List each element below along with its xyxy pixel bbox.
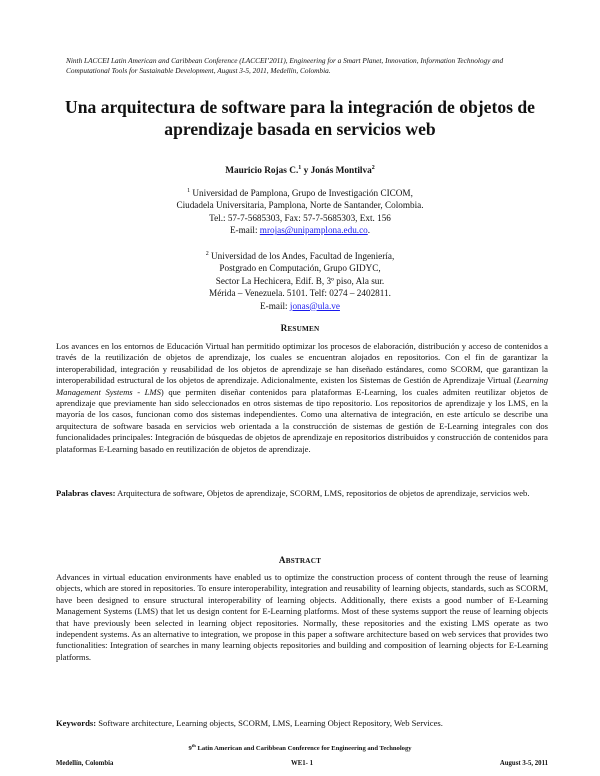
footer-conference — [0, 743, 600, 752]
paper-title: Una arquitectura de software para la integración de objetos de aprendizaje basada en servicios web — [65, 97, 535, 139]
affiliation-2-line3: Sector La Hechicera, Edif. B, 3º piso, Ala sur. — [215, 275, 385, 286]
author-joiner: y — [301, 166, 311, 177]
footer-row — [56, 760, 548, 770]
abstract-heading-rest: BSTRACT — [285, 557, 322, 565]
footer-location: Medellín, Colombia — [56, 760, 114, 767]
footer-conf-rest: Latin American and Caribbean Conference for Engineering and Technology — [195, 745, 412, 753]
affiliation-1-email-label: E-mail: — [229, 225, 260, 236]
keywords — [56, 718, 548, 729]
affiliation-1 — [0, 185, 600, 237]
affiliation-2-line2: Postgrado en Computación, Grupo GIDYC, — [219, 263, 381, 274]
resumen-text-1: Los avances en los entornos de Educación Virtual han permitido optimizar los procesos de elaboración, distribución y acceso de contenidos a través de la reutilización de objetos de aprendizaje, los cuales se encuentran alojados en repositorios. Con el fin de garantizar la interoperabilidad, integración y reusabilidad de los objetos de aprendizaje se han diseñado estándares, como SCORM, que garantizan la interoperabilidad estructural de los objetos de aprendizaje. Adicionalmente, existen los Sistemas de Gestión de Aprendizaje Virtual ( — [56, 341, 548, 386]
footer-conf-number: 9 — [188, 745, 192, 753]
author-1: Mauricio Rojas C. — [225, 166, 299, 177]
abstract-heading-initial: A — [278, 555, 286, 565]
footer-date: August 3-5, 2011 — [499, 760, 548, 767]
footer-conf-sup: th — [191, 743, 196, 748]
footer-page-number: WE1- 1 — [290, 760, 314, 767]
affiliation-1-email-suffix: . — [367, 225, 371, 236]
palabras-claves-label: Palabras claves: — [56, 488, 116, 498]
resumen-heading — [0, 323, 600, 333]
affiliation-2-line1: Universidad de los Andes, Facultad de Ingeniería, — [208, 251, 395, 262]
keywords-text: Software architecture, Learning objects, SCORM, LMS, Learning Object Repository, Web Services. — [96, 718, 443, 728]
affiliation-1-line2: Ciudadela Universitaria, Pamplona, Norte de Santander, Colombia. — [176, 200, 424, 211]
author-2-mark: 2 — [371, 165, 375, 171]
resumen-italic: Learning Management Systems - LMS — [56, 375, 548, 397]
affiliation-2 — [0, 248, 600, 312]
affiliation-1-line3: Tel.: 57-7-5685303, Fax: 57-7-5685303, Ext. 156 — [209, 212, 391, 223]
keywords-label: Keywords: — [56, 718, 97, 728]
affiliation-2-email-label: E-mail: — [260, 300, 290, 311]
resumen-heading-rest: ESUMEN — [287, 325, 320, 333]
affiliation-1-mark: 1 — [187, 188, 191, 194]
author-1-mark: 1 — [298, 165, 302, 171]
affiliation-1-line1: Universidad de Pamplona, Grupo de Investigación CICOM, — [190, 188, 413, 199]
affiliation-1-email-link[interactable]: mrojas@unipamplona.edu.co — [259, 225, 368, 236]
palabras-claves — [56, 488, 548, 499]
affiliation-2-email-link[interactable]: jonas@ula.ve — [289, 300, 340, 311]
palabras-claves-text: Arquitectura de software, Objetos de aprendizaje, SCORM, LMS, repositorios de objetos de aprendizaje, servicios web. — [115, 488, 530, 498]
author-2: Jonás Montilva — [310, 166, 372, 177]
abstract-paragraph: Advances in virtual education environments have enabled us to optimize the construction process of content through the reuse of learning objects, which are stored in repositories. To ensure interoperability, integration and reusability of learning objects, standards, such as SCORM, have been designed to ensure structural interoperability of learning objects. Additionally, there exists a good number of E-Learning Management Systems (LMS) that let us design content for E-Learning platforms. Most of these systems support the reuse of learning objects that have previously been selected in learning object repositories. Normally, these repositories and the existing LMS operate as two independent systems. As an alternative to integration, we propose in this paper a software architecture based on web services that provides two functionalities: Integration of searches in many learning objects repositories and building and composition of learning objects for E-Learning platforms. — [56, 572, 548, 662]
author-line — [0, 165, 600, 176]
abstract-heading — [0, 555, 600, 565]
conference-header: Ninth LACCEI Latin American and Caribbean Conference (LACCEI’2011), Engineering for a Smart Planet, Innovation, Information Technology and Computational Tools for Sustainable Development, August 3-5, 2011, Medellín, Colombia. — [66, 56, 504, 75]
resumen-paragraph — [56, 341, 548, 455]
resumen-text-2: ) que permiten diseñar contenidos para plataformas E-Learning, los cuales admiten reutilizar objetos de aprendizaje que previamente han sido seleccionados en otros sistemas de tipo repositorio. Los repositorios de aprendizaje y los LMS, en la mayoría de los casos, funcionan como dos sistemas independientes. Como una alternativa de integración, en este artículo se describe una arquitectura de software basada en servicios web orientada a la construcción de sistemas de gestión de E-Learning integrales con dos funcionalidades principales: Integración de búsquedas de objetos de aprendizaje en repositorios distribuidos y construcción de contenidos para plataformas E-Learning basado en reutilización de objetos de aprendizaje. — [56, 386, 548, 454]
affiliation-2-mark: 2 — [205, 251, 209, 257]
resumen-heading-initial: R — [280, 323, 288, 333]
affiliation-2-line4: Mérida – Venezuela. 5101. Telf: 0274 – 2402811. — [209, 288, 391, 299]
